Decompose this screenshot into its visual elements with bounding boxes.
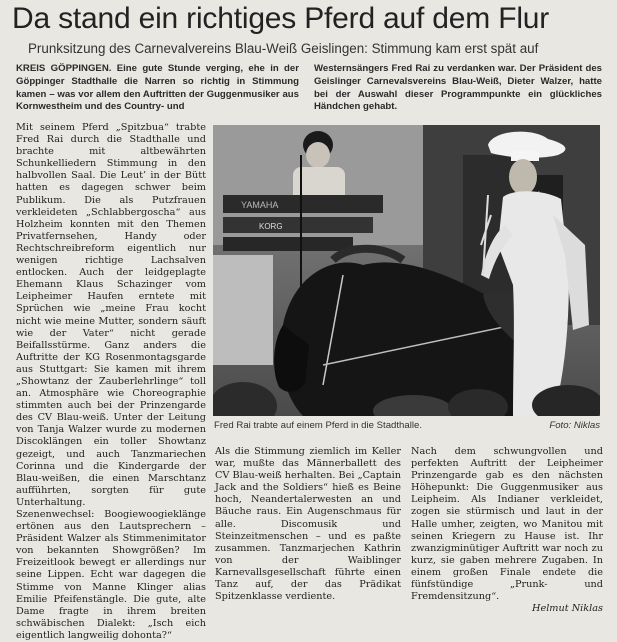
lead-paragraph-right: Westernsängers Fred Rai zu verdanken war. Der Präsident des Geislinger Carnevalsvereins Blau-Weiß, Dieter Walzer, hatte bei der Auswahl dieser Programmpunkte ein glückliches Händchen gehabt.	[314, 63, 602, 113]
column-1-paragraph-1: Mit seinem Pferd „Spitzbua“ trabte Fred Rai durch die Stadthalle und brachte mit altbewährten Schunkelliedern Stimmung in den halbvollen Saal. Die Leut’ in der Bütt hatten es dagegen schwer beim Publikum. Die als Putzfrauen verkleideten „Schlabbergoscha“ aus Holzheim konnten mit den Themen Privatfernsehen, Handy oder Rechtschreibreform eigentlich nur wenigen richtige Lachsalven entlocken. Auch der leidgeplagte Ehemann Klaus Schazinger vom Leipheimer Haufen erntete mit Sprüchen wie „meine Frau kocht nicht wie meine Mutter, sondern säuft wie der Vater“ nicht gerade Beifallsstürme. Ganz anders die Auftritte der KG Rosenmontagsgarde aus Stuttgart: Sie kamen mit ihrem „Showtanz der Zauberlehrlinge“ toll an. Atmosphäre wie Choreographie stimmten auch bei der Prinzengarde des CV Blau-weiß. Unter der Leitung von Tanja Walzer wurde zu modernen Discoklängen ein toller Showtanz gezeigt, und auch Tanzmariechen Corinna und die Kindergarde der Blau-weißen, die einen Marschtanz aufführten, sorgten für gute Unterhaltung.	[16, 122, 206, 508]
headline: Da stand ein richtiges Pferd auf dem Flur	[12, 2, 550, 35]
article-photo	[213, 125, 600, 416]
column-3-paragraph: Nach dem schwungvollen und perfekten Auftritt der Leipheimer Prinzengarde gab es den nächsten Höhepunkt: Die Guggenmusiker aus Leipheim. Als Indianer verkleidet, zogen sie stürmisch und laut in der Halle umher, zeigten, wo Manitou mit seinen Kriegern zu Hause ist. Ihr zwanzigminütiger Auftritt war noch zu kurz, sie gaben mehrere Zugaben. In einem großen Finale endete die fünfstündige „Prunk- und Fremdensitzung“.	[411, 446, 603, 603]
photo-caption-row	[214, 420, 600, 432]
photo-credit: Foto: Niklas	[549, 420, 600, 431]
column-2-paragraph: Als die Stimmung ziemlich im Keller war, mußte das Männerballett des CV Blau-weiß herhalten. Bei „Captain Jack and the Soldiers“ hieß es Beine hoch, Neandertalerwesten an und Bäuche raus. Ein Augenschmaus für alle. Discomusik und Steinzeitmenschen – und es paßte zusammen. Tanzmarjechen Kathrin von der Waiblinger Karnevallsgesellschaft führte einen Tanz auf, der das Prädikat Spitzenklasse verdiente.	[215, 446, 401, 603]
article-column-3	[411, 446, 603, 615]
author-byline: Helmut Niklas	[532, 603, 603, 615]
article-column-2	[215, 446, 401, 603]
column-1-paragraph-2: Szenenwechsel: Boogiewoogieklänge ertönen aus den Lautsprechern – Präsident Walzer als Stimmenimitator von bekannten Showgrößen? Im Freizeitlook bewegt er allerdings nur seine Lippen. Echt war dagegen die Stimme von Manne Klinger alias Emilie Pfeifenstängle. Die gute, alte Dame fragte in ihrem breiten schwäbischen Dialekt: „Isch eich eigentlich langweilig dohonta?“	[16, 509, 206, 641]
photo-caption: Fred Rai trabte auf einem Pferd in die Stadthalle.	[214, 420, 422, 431]
lead-paragraph-left: KREIS GÖPPINGEN. Eine gute Stunde verging, ehe in der Göppinger Stadthalle die Narren so richtig in Stimmung kamen – was vor allem den Auftritten der Guggenmusiker aus Kornwestheim und des Country- und	[16, 63, 299, 113]
photo-horse-rider-stage	[213, 125, 600, 416]
keyboard2-brand-label: KORG	[259, 222, 283, 231]
subheadline: Prunksitzung des Carnevalvereins Blau-Weiß Geislingen: Stimmung kam erst spät auf	[28, 41, 539, 56]
keyboard-brand-label: YAMAHA	[241, 200, 279, 210]
article-column-1	[16, 122, 206, 642]
